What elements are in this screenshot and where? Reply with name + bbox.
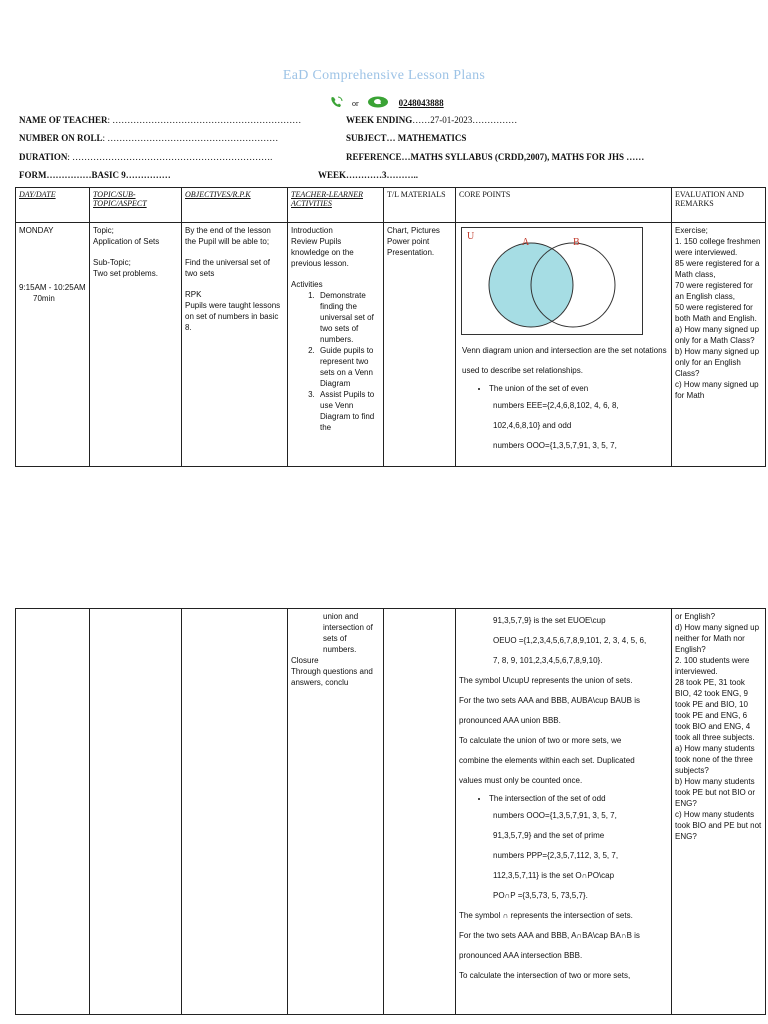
objectives-cell — [182, 609, 288, 1015]
core-line: For the two sets AAA and BBB, A∩BA\cap BA∩B is — [459, 931, 640, 940]
core-line: To calculate the union of two or more sets, we — [459, 736, 622, 745]
day-cell — [16, 609, 90, 1015]
col-header-topic: TOPIC/SUB-TOPIC/ASPECT — [90, 188, 182, 223]
core-line: OEUO ={1,2,3,4,5,6,7,8,9,101, 2, 3, 4, 5, 6, — [493, 636, 647, 645]
document-title: EaD Comprehensive Lesson Plans — [282, 68, 486, 83]
core-line: The symbol U\cupU represents the union of sets. — [459, 676, 633, 685]
core-line: numbers OOO={1,3,5,7,91, 3, 5, 7, — [493, 811, 617, 820]
contact-line — [330, 96, 444, 110]
week-row: WEEK…………3……….. — [318, 170, 419, 180]
materials-cell — [384, 609, 456, 1015]
core-line: pronounced AAA intersection BBB. — [459, 951, 583, 960]
core-line: combine the elements within each set. Duplicated — [459, 756, 635, 765]
evaluation-line: or English? — [675, 612, 716, 621]
list-item: 2. Guide pupils to represent two sets on a Venn Diagram — [317, 345, 380, 389]
activities-cell: Introduction Review Pupils knowledge on the previous lesson. Activities 1. Demonstrate finding the universal set of two sets of numbers. 2. Guide pupils to represent two sets on a Venn Diagram 3. Assist Pupils to use Venn Diagram to find the — [288, 223, 384, 467]
table-row — [16, 223, 766, 467]
col-header-day: DAY/DATE — [16, 188, 90, 223]
activities-cell: union and intersection of sets of numbers. Closure Through questions and answers, conclu — [288, 609, 384, 1015]
evaluation-line: 2. 100 students were interviewed. — [675, 656, 750, 676]
evaluation-line: c) How many students took BIO and PE but not ENG? — [675, 810, 762, 841]
lesson-table-page1 — [15, 187, 766, 467]
reference-row: REFERENCE…MATHS SYLLABUS (CRDD,2007), MATHS FOR JHS …… — [346, 152, 645, 162]
list-item: 3. Assist Pupils to use Venn Diagram to find the — [317, 389, 380, 433]
materials-cell: Chart, Pictures Power point Presentation. — [384, 223, 456, 467]
evaluation-cell: Exercise; 1. 150 college freshmen were interviewed. 85 were registered for a Math class, 70 were registered for an English class, 50 were registered for both Math and English. a) How many signed up only for a Math Class? b) How many signed up only for an English Class? c) How many signed up for Math — [672, 223, 766, 467]
lesson-table-page2 — [15, 608, 766, 1015]
col-header-activities: TEACHER-LEARNER ACTIVITIES — [288, 188, 384, 223]
evaluation-line: b) How many students took PE but not BIO or ENG? — [675, 777, 756, 808]
form-row: FORM……………BASIC 9…………… — [19, 170, 171, 180]
core-line: 91,3,5,7,9} and the set of prime — [493, 831, 605, 840]
or-text: or — [352, 98, 359, 108]
teacher-row: NAME OF TEACHER: ……………………………………………………… — [19, 115, 302, 125]
duration-row: DURATION: …………………………………………………………. — [19, 152, 273, 162]
topic-cell — [90, 609, 182, 1015]
roll-row: NUMBER ON ROLL: ………………………………………………… — [19, 133, 279, 143]
core-line: To calculate the intersection of two or more sets, — [459, 971, 631, 980]
evaluation-cell — [672, 609, 766, 1015]
core-line: PO∩P ={3,5,73, 5, 73,5,7}. — [493, 891, 588, 900]
venn-label-a: A — [522, 237, 530, 248]
core-line: For the two sets AAA and BBB, AUBA\cup BAUB is — [459, 696, 640, 705]
core-line: numbers PPP={2,3,5,7,112, 3, 5, 7, — [493, 851, 619, 860]
list-item: 1. Demonstrate finding the universal set of two sets of numbers. — [317, 290, 380, 345]
core-points-cell: U A B Venn diagram union and intersection are the set notations used to describe set relationships. • The union of the set of even numbers EEE={2,4,6,8,102, 4, 6, 8, 102,4,6,8,10} and odd numbers OOO={1,3,5,7,91, 3, 5, 7, — [456, 223, 672, 467]
list-item: • The intersection of the set of odd — [489, 793, 668, 804]
subject-row: SUBJECT… MATHEMATICS — [346, 133, 467, 143]
core-line: 112,3,5,7,11} is the set O∩PO\cap — [493, 871, 615, 880]
core-line: The symbol ∩ represents the intersection of sets. — [459, 911, 633, 920]
core-line: values must only be counted once. — [459, 776, 583, 785]
venn-diagram — [461, 227, 643, 335]
col-header-evaluation: EVALUATION AND REMARKS — [672, 188, 766, 223]
evaluation-line: 28 took PE, 31 took BIO, 42 took ENG, 9 took PE and BIO, 10 took PE and ENG, 6 took BIO and ENG, 4 took all three subjects. — [675, 678, 755, 742]
col-header-materials: T/L MATERIALS — [384, 188, 456, 223]
core-line: pronounced AAA union BBB. — [459, 716, 561, 725]
col-header-core-points: CORE POINTS — [456, 188, 672, 223]
evaluation-line: d) How many signed up neither for Math nor English? — [675, 623, 760, 654]
whatsapp-icon — [367, 96, 389, 110]
contact-number: 0248043888 — [398, 98, 444, 108]
objectives-cell: By the end of the lesson the Pupil will be able to; Find the universal set of two sets RPK Pupils were taught lessons on set of numbers in basic 8. — [182, 223, 288, 467]
evaluation-line: a) How many students took none of the three subjects? — [675, 744, 755, 775]
list-item: • The union of the set of even — [489, 383, 668, 394]
topic-cell: Topic; Application of Sets Sub-Topic; Two set problems. — [90, 223, 182, 467]
col-header-objectives: OBJECTIVES/R.P.K — [182, 188, 288, 223]
table-row — [16, 609, 766, 1015]
core-line: 7, 8, 9, 101,2,3,4,5,6,7,8,9,10}. — [493, 656, 603, 665]
week-ending-row: WEEK ENDING……27-01-2023…………… — [346, 115, 518, 125]
day-cell: MONDAY 9:15AM - 10:25AM 70min — [16, 223, 90, 467]
core-line: 91,3,5,7,9} is the set EUOE\cup — [493, 616, 606, 625]
venn-label-b: B — [573, 237, 580, 248]
core-points-cell — [456, 609, 672, 1015]
venn-label-u: U — [467, 231, 475, 242]
table-header-row — [16, 188, 766, 223]
phone-icon — [330, 96, 344, 110]
